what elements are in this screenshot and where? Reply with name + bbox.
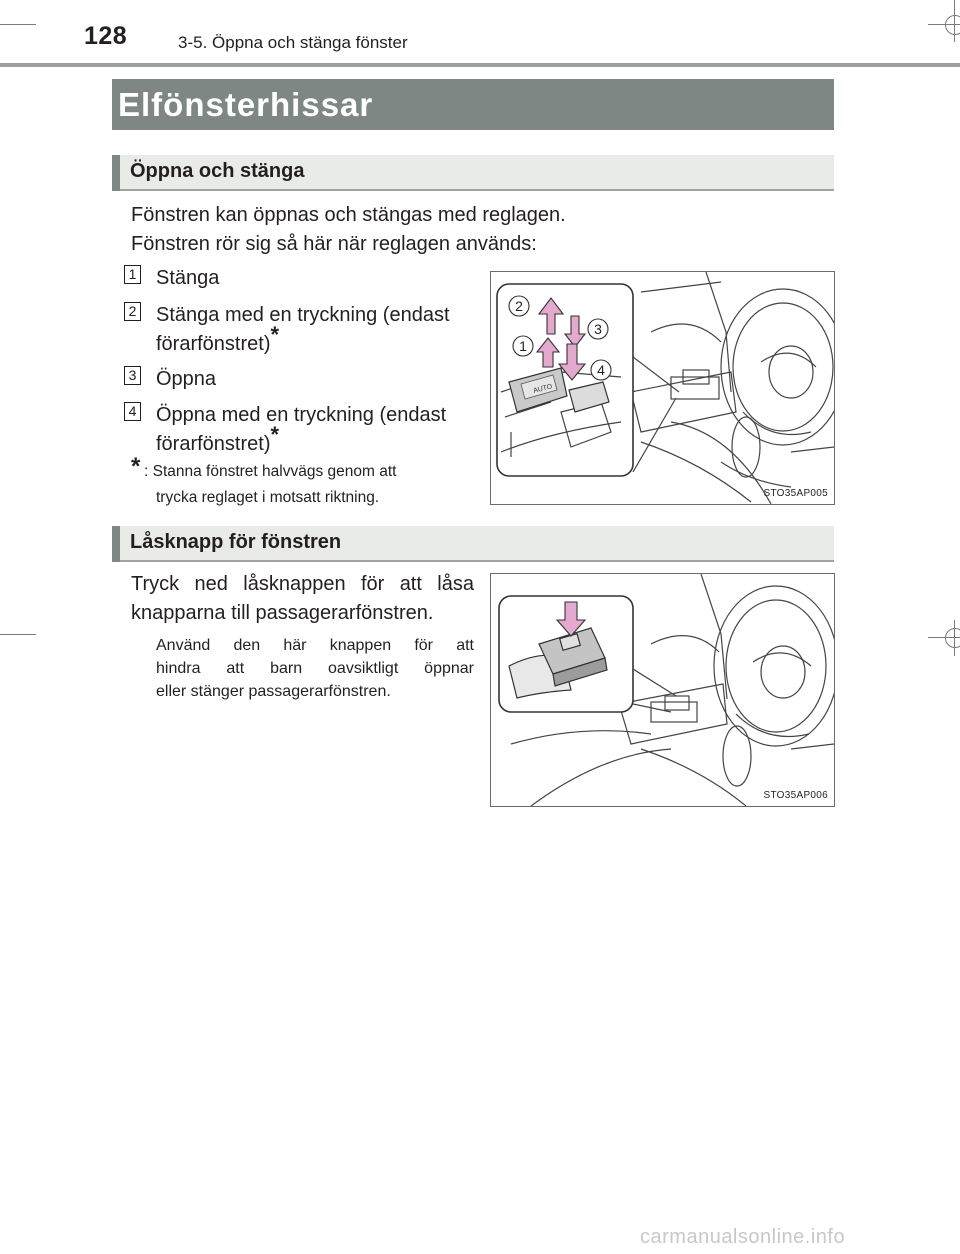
lock-switch-illustration: [491, 574, 834, 806]
section-heading-text: Låsknapp för fönstren: [130, 531, 342, 553]
asterisk: *: [270, 422, 280, 447]
window-switch-figure: [490, 271, 835, 505]
intro-line-1: Fönstren kan öppnas och stängas med reglagen.: [131, 204, 566, 226]
intro-line-2: Fönstren rör sig så här när reglagen används:: [131, 233, 537, 255]
item-number: 1: [124, 265, 141, 284]
body-line-1: Tryck ned låsknappen för att låsa: [131, 573, 474, 595]
list-item: Öppna med en tryckning (endast: [156, 404, 447, 426]
list-item-cont-text: förarfönstret): [156, 433, 271, 455]
crop-mark: [0, 634, 36, 635]
figure-code: STO35AP006: [763, 790, 828, 801]
page-number: 128: [84, 22, 128, 50]
item-number: 4: [124, 402, 141, 421]
body-line-2: knapparna till passagerarfönstren.: [131, 602, 434, 624]
callout-3: 3: [594, 321, 602, 337]
list-item: Stänga med en tryckning (endast: [156, 304, 450, 326]
section-heading: [112, 526, 834, 562]
running-header: 3-5. Öppna och stänga fönster: [178, 33, 408, 52]
registration-mark-icon: [945, 628, 960, 648]
note-line-1: Använd den här knappen för att: [156, 637, 474, 654]
item-number: 2: [124, 302, 141, 321]
item-number: 3: [124, 366, 141, 385]
window-switch-illustration: [491, 272, 834, 504]
crop-mark: [0, 24, 36, 25]
lock-switch-figure: [490, 573, 835, 807]
note-line-2: hindra att barn oavsiktligt öppnar: [156, 660, 474, 677]
callout-2: 2: [515, 298, 523, 314]
callout-4: 4: [597, 362, 605, 378]
heading-bar: [112, 155, 120, 191]
watermark: carmanualsonline.info: [640, 1226, 846, 1248]
list-item: Stänga: [156, 267, 220, 289]
list-item: Öppna: [156, 368, 217, 390]
note-line-1: : Stanna fönstret halvvägs genom att: [144, 463, 397, 480]
heading-bar: [112, 526, 120, 562]
note-asterisk: *: [131, 453, 141, 480]
page-title: Elfönsterhissar: [118, 86, 374, 123]
section-heading-text: Öppna och stänga: [130, 160, 305, 182]
list-item-cont: [156, 422, 280, 460]
section-heading: [112, 155, 834, 191]
auto-label: AUTO: [532, 383, 554, 395]
list-item-cont-text: förarfönstret): [156, 333, 271, 355]
note-line-3: eller stänger passagerarfönstren.: [156, 683, 391, 700]
header-rule: [0, 63, 960, 67]
page-title-banner: [112, 79, 834, 130]
callout-1: 1: [519, 338, 527, 354]
list-item-cont: [156, 322, 280, 360]
asterisk: *: [270, 322, 280, 347]
registration-mark-icon: [945, 15, 960, 35]
note-line-2: trycka reglaget i motsatt riktning.: [156, 489, 380, 506]
figure-code: STO35AP005: [763, 488, 828, 499]
